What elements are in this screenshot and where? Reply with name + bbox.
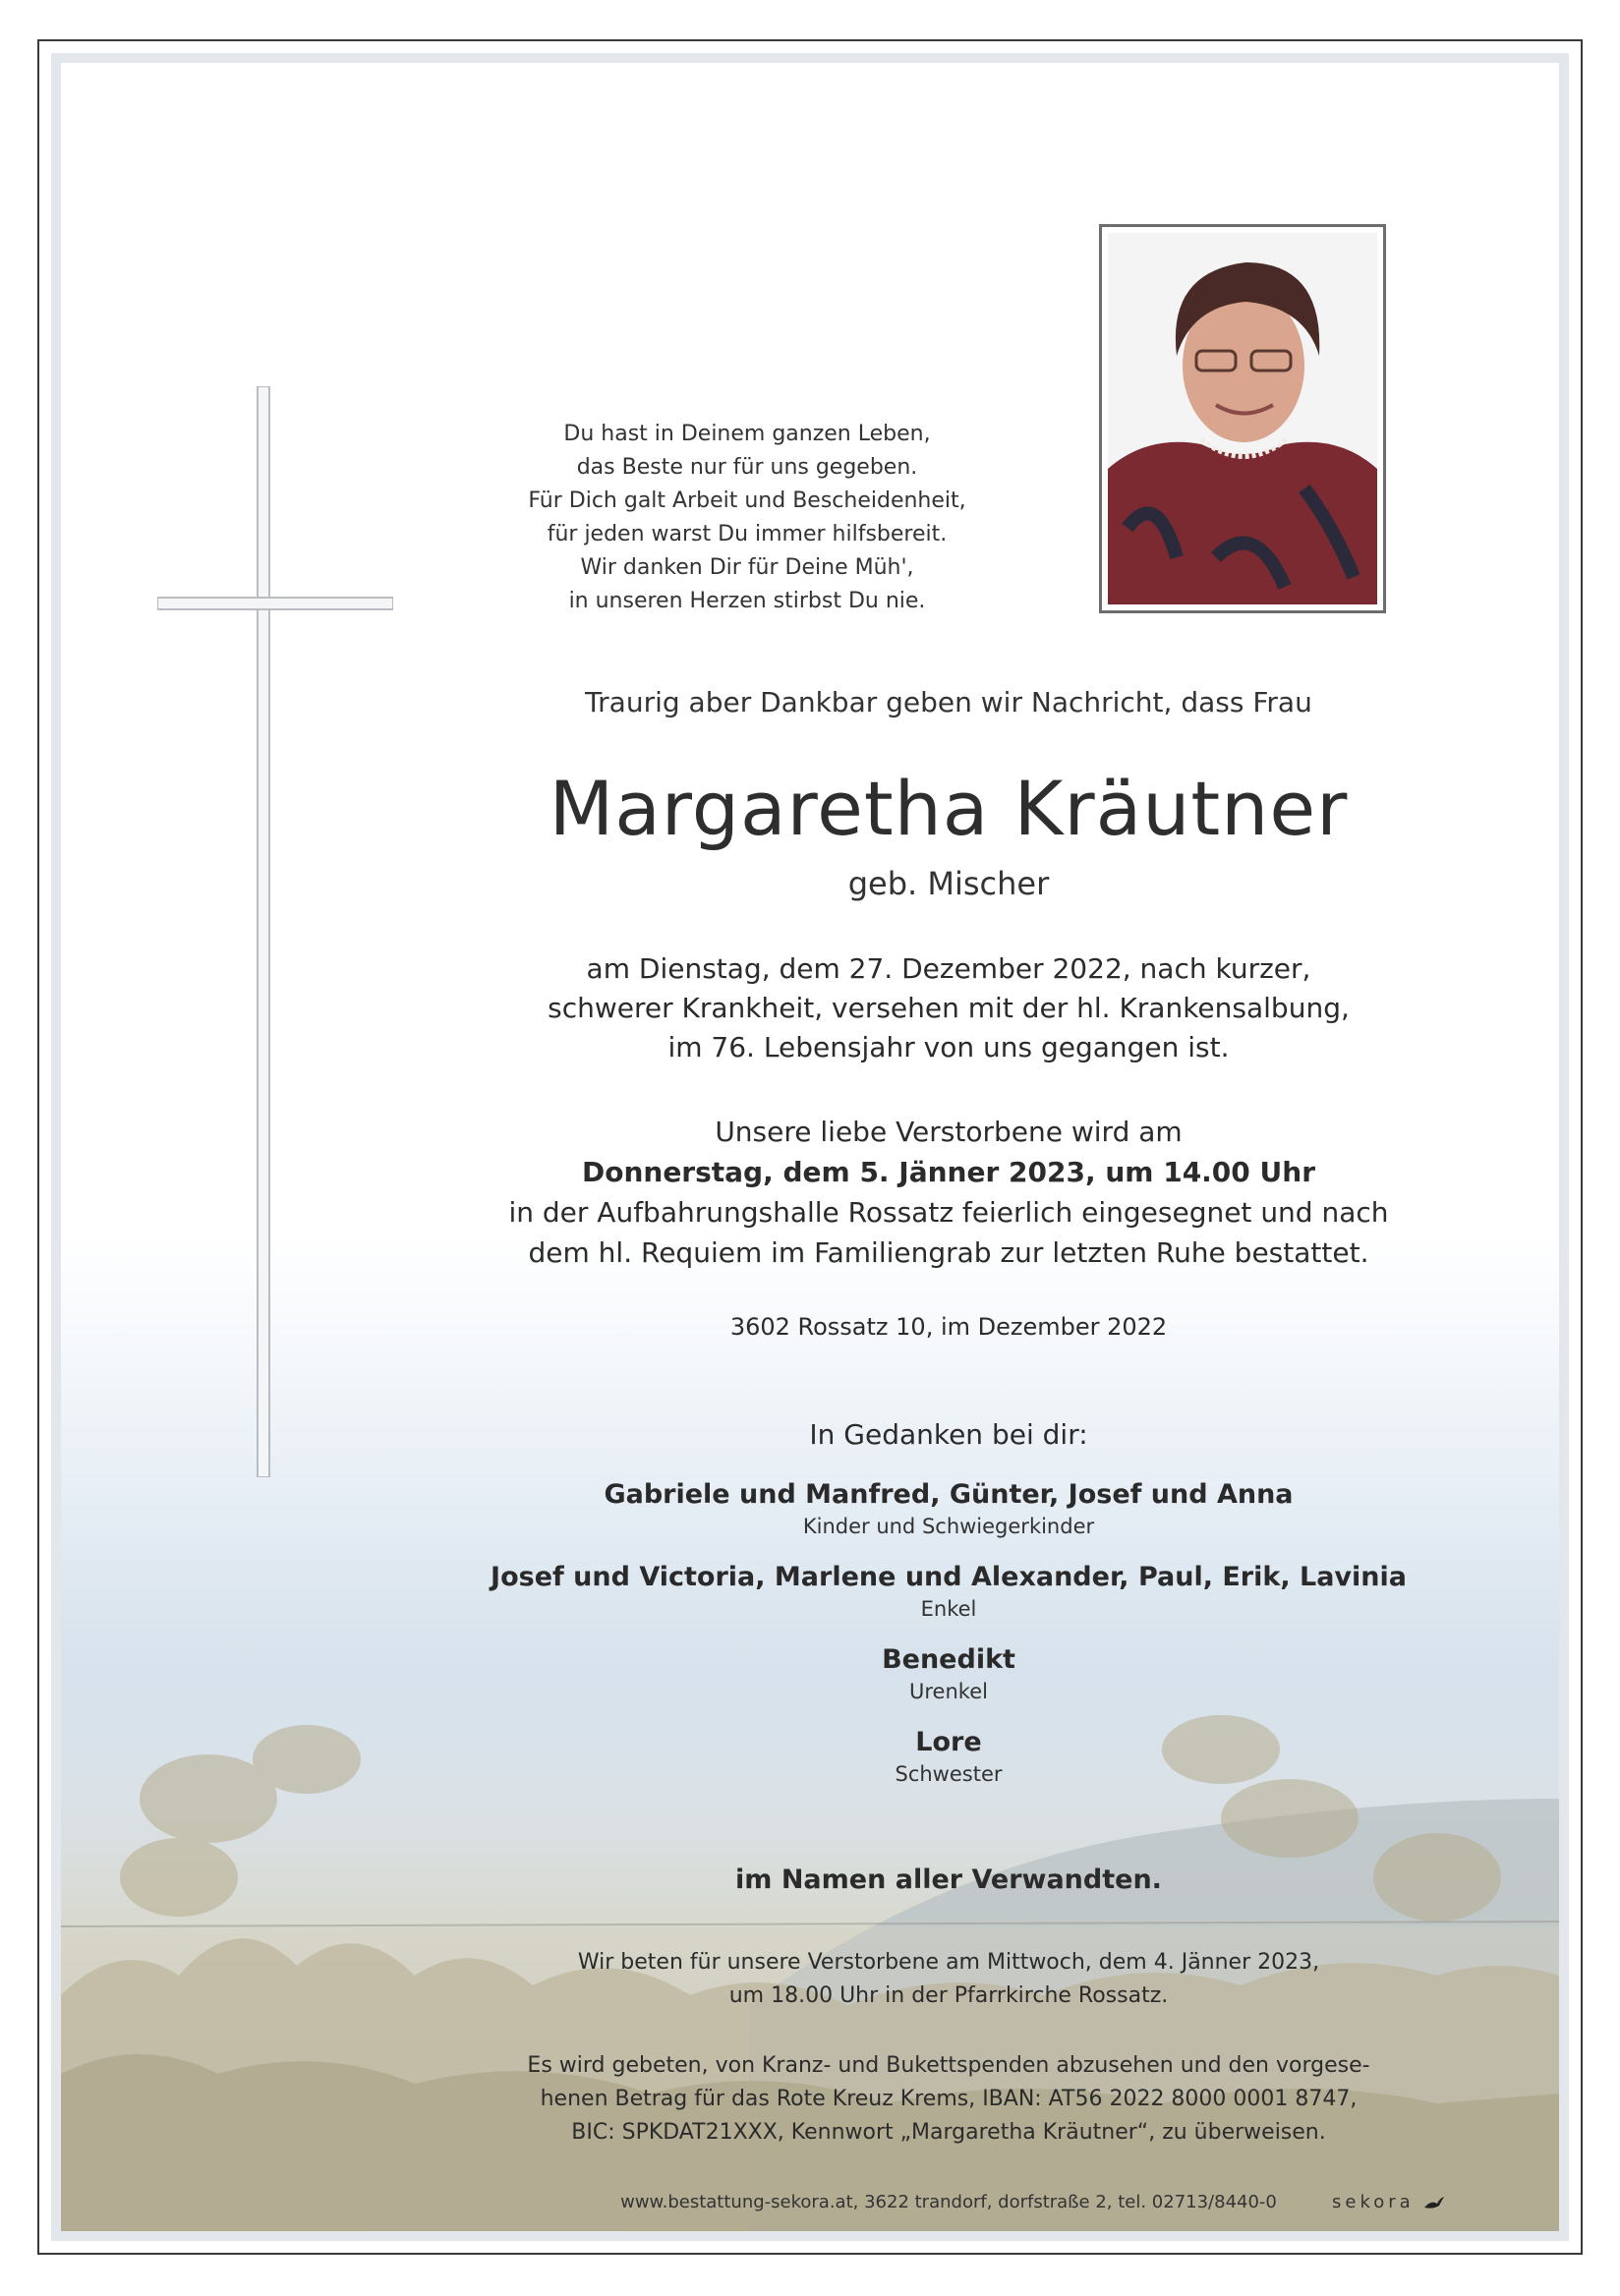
donation-line: Es wird gebeten, von Kranz- und Bukettspenden abzusehen und den vorgese-	[527, 2053, 1370, 2078]
mourner-relation: Enkel	[920, 1597, 977, 1621]
mourner-names: Lore	[915, 1727, 982, 1757]
poem-line: Wir danken Dir für Deine Müh',	[580, 555, 914, 580]
mourner-relation: Kinder und Schwiegerkinder	[802, 1515, 1095, 1538]
donation-notice	[413, 2049, 1484, 2150]
funeral-details	[413, 1112, 1484, 1273]
funeral-line: dem hl. Requiem im Familiengrab zur letzten Ruhe bestattet.	[528, 1236, 1369, 1269]
death-line: am Dienstag, dem 27. Dezember 2022, nach kurzer,	[586, 952, 1311, 985]
place-date: 3602 Rossatz 10, im Dezember 2022	[729, 1313, 1168, 1341]
poem-line: in unseren Herzen stirbst Du nie.	[568, 589, 926, 613]
funeral-line: in der Aufbahrungshalle Rossatz feierlich eingesegnet und nach	[508, 1196, 1389, 1229]
poem	[393, 418, 1101, 618]
maiden-name: geb. Mischer	[847, 865, 1050, 902]
intro-text: Traurig aber Dankbar geben wir Nachricht, dass Frau	[585, 686, 1312, 718]
deceased-name: Margaretha Kräutner	[549, 765, 1349, 852]
signoff: im Namen aller Verwandten.	[735, 1865, 1162, 1895]
mourner-relation: Schwester	[895, 1762, 1003, 1786]
mourner-group	[413, 1725, 1484, 1788]
poem-line: für jeden warst Du immer hilfsbereit.	[547, 522, 948, 546]
thoughts-heading: In Gedanken bei dir:	[809, 1418, 1088, 1451]
poem-line: Für Dich galt Arbeit und Bescheidenheit,	[528, 488, 966, 513]
mourner-group	[413, 1477, 1484, 1540]
logo-text: sekora	[1332, 2192, 1415, 2212]
footer-contact: www.bestattung-sekora.at, 3622 trandorf, dorfstraße 2, tel. 02713/8440-0	[620, 2192, 1277, 2212]
funeral-line: Unsere liebe Verstorbene wird am	[715, 1116, 1183, 1148]
cross-icon	[157, 386, 393, 1477]
donation-line: henen Betrag für das Rote Kreuz Krems, IBAN: AT56 2022 8000 0001 8747,	[540, 2087, 1358, 2111]
funeral-date: Donnerstag, dem 5. Jänner 2023, um 14.00 Uhr	[581, 1156, 1316, 1188]
death-notice	[413, 949, 1484, 1067]
poem-line: das Beste nur für uns gegeben.	[576, 455, 918, 480]
mourner-relation: Urenkel	[909, 1680, 988, 1703]
mourner-group	[413, 1560, 1484, 1623]
mourner-names: Gabriele und Manfred, Günter, Josef und Anna	[604, 1479, 1294, 1510]
prayer-line: um 18.00 Uhr in der Pfarrkirche Rossatz.	[728, 1983, 1169, 2008]
mourners-list	[413, 1477, 1484, 1808]
mourner-names: Josef und Victoria, Marlene und Alexander, Paul, Erik, Lavinia	[491, 1562, 1407, 1592]
portrait-icon	[1108, 233, 1377, 604]
mourner-group	[413, 1642, 1484, 1705]
donation-line: BIC: SPKDAT21XXX, Kennwort „Margaretha Kräutner“, zu überweisen.	[571, 2120, 1326, 2145]
portrait-photo	[1099, 224, 1386, 613]
poem-line: Du hast in Deinem ganzen Leben,	[563, 422, 931, 446]
prayer-line: Wir beten für unsere Verstorbene am Mittwoch, dem 4. Jänner 2023,	[577, 1950, 1320, 1975]
death-line: schwerer Krankheit, versehen mit der hl. Krankensalbung,	[548, 992, 1350, 1024]
bird-icon	[1423, 2196, 1445, 2211]
prayer-notice	[413, 1946, 1484, 2013]
sekora-logo	[1332, 2192, 1445, 2212]
mourner-names: Benedikt	[882, 1644, 1015, 1675]
death-line: im 76. Lebensjahr von uns gegangen ist.	[667, 1031, 1230, 1063]
